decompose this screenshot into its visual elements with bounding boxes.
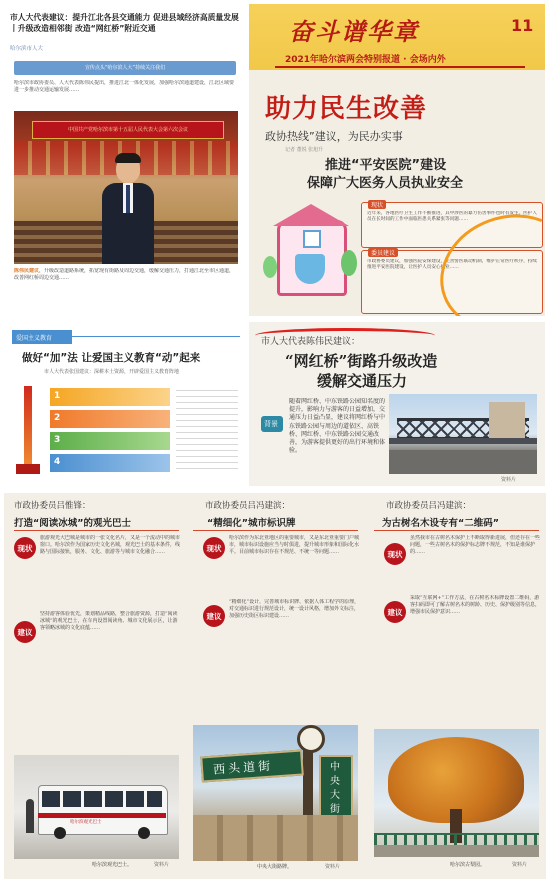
edu-headline: 做好“加”法 让爱国主义教育“动”起来 [22, 352, 201, 364]
signs-status-text: 哈尔滨作为东北亚地区的重要城市，又是东北亚重要门户城市，城市标识设施应当与时俱进，提升城市形象和国际化水平。目前城市标识存在不规范、不统一等问题…… [229, 535, 360, 556]
bus-stripe [38, 813, 166, 818]
signs-status-badge: 现状 [203, 537, 225, 559]
bridge-headline-2: 缓解交通压力 [317, 372, 408, 390]
page-subtitle: 2021年哈尔滨两会特别报道 · 会场内外 [285, 55, 446, 65]
bus-windows [42, 791, 162, 807]
article-intro: 哈尔滨市政协委员、人大代表陈伟民提出，推进江北一体化发展，加强哈尔滨通道建设，江北区域要进一步推动交通运输发展…… [14, 80, 235, 94]
bridge-kicker: 市人大代表陈伟民建议： [261, 337, 361, 347]
bridge-road [389, 450, 537, 474]
step-4 [50, 454, 170, 472]
delegate-tie [126, 185, 130, 213]
illustration-tree [341, 250, 357, 276]
bridge-credit: 资料片 [501, 477, 517, 483]
bus-person [26, 799, 34, 833]
box-status-text: 近年来，各地医疗卫生工作不断推进，其中涉医的暴力伤害事件也时有发生。医护人员在长时间的工作中面临医患关系紧张等问题…… [367, 211, 537, 223]
bridge-building [489, 402, 525, 438]
main-headline: 助力民生改善 [265, 94, 428, 124]
tree-status-badge: 现状 [384, 543, 406, 565]
tile-tree-qr [366, 493, 546, 879]
illustration-tree-2 [263, 256, 277, 278]
section-tag [12, 330, 72, 344]
article-source[interactable]: 哈尔滨市人大 [10, 46, 44, 52]
illustration-shield [295, 254, 325, 284]
signs-title-rule [193, 530, 358, 531]
illustration-cross [303, 230, 321, 248]
tile-newspaper-page [249, 4, 545, 316]
caption-highlight: 陈伟民建议 [14, 268, 40, 274]
tag-rule [72, 336, 240, 337]
bus-wheel-front [54, 827, 66, 839]
page-title: 奋斗谱华章 [289, 17, 419, 46]
bus-credit: 资料片 [154, 862, 170, 868]
signs-kicker: 市政协委员吕冯建滨： [205, 501, 291, 511]
hall-photo [14, 111, 238, 264]
step-3 [50, 432, 170, 450]
tree-kicker: 市政协委员吕冯建滨： [386, 501, 472, 511]
tile-bridge-article [249, 322, 545, 486]
bridge-label [261, 416, 283, 432]
bus-photo [14, 755, 179, 859]
bus-suggest-text: 坚持游客体验优先，策划精品线路，整合旅游资源，打造“阅读冰城”的观光巴士，在车内设置阅读角、城市文化展示区，让游客领略冰城的文化底蕴…… [40, 611, 178, 632]
bridge-deck [389, 438, 537, 444]
bus-kicker: 市政协委员吕惟锋： [14, 501, 91, 511]
monument-base [16, 464, 40, 474]
title-underline [275, 66, 525, 68]
signs-caption: 中央大街路牌。 [257, 864, 293, 870]
sub-headline: 政协热线”建议，为民办实事 [265, 130, 403, 143]
bridge-photo [389, 394, 537, 474]
bus-wheel-rear [138, 827, 150, 839]
edu-subtitle: 市人大代表张国建议：深耕本土资源，开辟爱国主义教育阵地 [44, 369, 180, 375]
signs-credit: 资料片 [325, 864, 341, 870]
step-2 [50, 410, 170, 428]
sign-plate-1-text: 西头道街 [212, 758, 274, 777]
delegate-figure [102, 155, 154, 264]
bridge-body: 随着网红桥、中东铁路公园知名度的提升，影响力与游客的日益增加，交通压力日益凸显，建议将网红桥与中东铁路公园与周边的道依区、高铁桥、网红桥、中东铁路公园交通改善，为游客提供更好的出行环境和体验。 [289, 398, 385, 455]
signs-suggest-text: “精细化”设计，完善城市标识牌、依据人体工程学的原理，对交通标识进行规范设计，统一设计风格，增加外文标注，加强历史街区标识建设…… [229, 599, 360, 620]
step-1-num: 1 [54, 391, 61, 401]
caption-body: ，升级改造道路系统，拓宽现有街路及周边交通，缓解交通压力，打通江北至市区通道，改善网红桥周边交通…… [14, 268, 235, 282]
signs-photo [193, 725, 358, 861]
hospital-illustration [263, 200, 359, 304]
tree-suggest-text: 采取“互联网+”工作方法，在古树名木标牌设置二维码，游客扫码即可了解古树名木的树龄、历史、保护级别等信息，增强市民保护意识…… [410, 595, 540, 616]
bridge-headline-1: “网红桥”街路升级改造 [285, 352, 438, 370]
tree-title-rule [374, 530, 539, 531]
bus-caption: 哈尔滨观光巴士。 [92, 862, 133, 868]
illustration-roof [273, 204, 349, 226]
edu-side-text [176, 390, 238, 474]
tile-patriotic-education [4, 322, 245, 482]
bus-status-badge: 现状 [14, 537, 36, 559]
article-title-1: 推进“平安医院”建设 [325, 158, 447, 173]
page-number: 11 [511, 16, 534, 35]
step-3-num: 3 [54, 435, 61, 445]
tile-sightseeing-bus [4, 493, 185, 879]
bus-label: 哈尔滨观光巴士 [70, 820, 102, 825]
tile-wechat-article [4, 4, 245, 312]
reporter: 记者 董锐 张旭升 [285, 147, 324, 153]
hall-banner-text: 中国共产党哈尔滨市第十五届人民代表大会第六次会议 [67, 127, 188, 133]
signs-suggest-badge: 建议 [203, 605, 225, 627]
bus-suggest-badge: 建议 [14, 621, 36, 643]
box-status-title: 现状 [368, 200, 386, 209]
tree-title: 为古树名木设专有“二维码” [382, 518, 499, 529]
bus-status-text: 旅游观光大巴城是城市的一张文化名片，又是一个流动中的城市窗口。哈尔滨作为国家历史文化名城，观光巴士的基本条件，线路与国际接轨，服务、文化、旅游等与城市文化融合…… [40, 535, 180, 556]
box-suggest-text: 市政协委员建议，加强医院安保建设，完善警医联动机制，维护正常医疗秩序，持续推进平安医院建设，让医护人员安心执业…… [367, 259, 537, 271]
tile-street-signs [185, 493, 366, 879]
bus-title-rule [14, 530, 179, 531]
article-caption [14, 268, 238, 306]
step-1 [50, 388, 170, 406]
hall-banner [32, 121, 224, 139]
signs-title: “精细化”城市标识牌 [207, 518, 296, 529]
article-title-2: 保障广大医务人员执业安全 [307, 176, 464, 191]
monument-column [24, 386, 32, 466]
follow-banner [14, 61, 236, 75]
step-4-num: 4 [54, 457, 61, 467]
monument-graphic [14, 386, 42, 476]
sign-plate-1 [200, 749, 304, 782]
tree-suggest-badge: 建议 [384, 601, 406, 623]
tree-photo [374, 729, 539, 857]
tree-caption: 哈尔滨古梨园。 [450, 862, 486, 868]
section-tag-text: 爱国主义教育 [16, 335, 53, 342]
bridge-label-text: 背景 [264, 420, 278, 428]
tree-credit: 资料片 [512, 862, 528, 868]
article-headline[interactable]: 市人大代表建议：提升江北各县交通能力 促进县域经济高质量发展丨升级改造相邻街 改造“网红桥”附近交通 [10, 13, 239, 33]
delegate-hair [115, 153, 141, 163]
follow-banner-text: 宣传点头“哈尔滨人大”持续关注我们 [84, 65, 166, 71]
tree-status-text: 虽然我市在古树名木保护上不断取得新进展，但还存在一些问题，一些古树名木的保护标志牌不规范，不知是谁保护的…… [410, 535, 540, 556]
bus-title: 打造“阅读冰城”的观光巴士 [14, 518, 131, 529]
sign-plate-2-text: 中央大街 [330, 762, 340, 815]
tree-ground [374, 845, 539, 857]
step-2-num: 2 [54, 413, 61, 423]
box-suggest-title: 委员建议 [368, 248, 398, 257]
street-buildings [193, 815, 358, 861]
